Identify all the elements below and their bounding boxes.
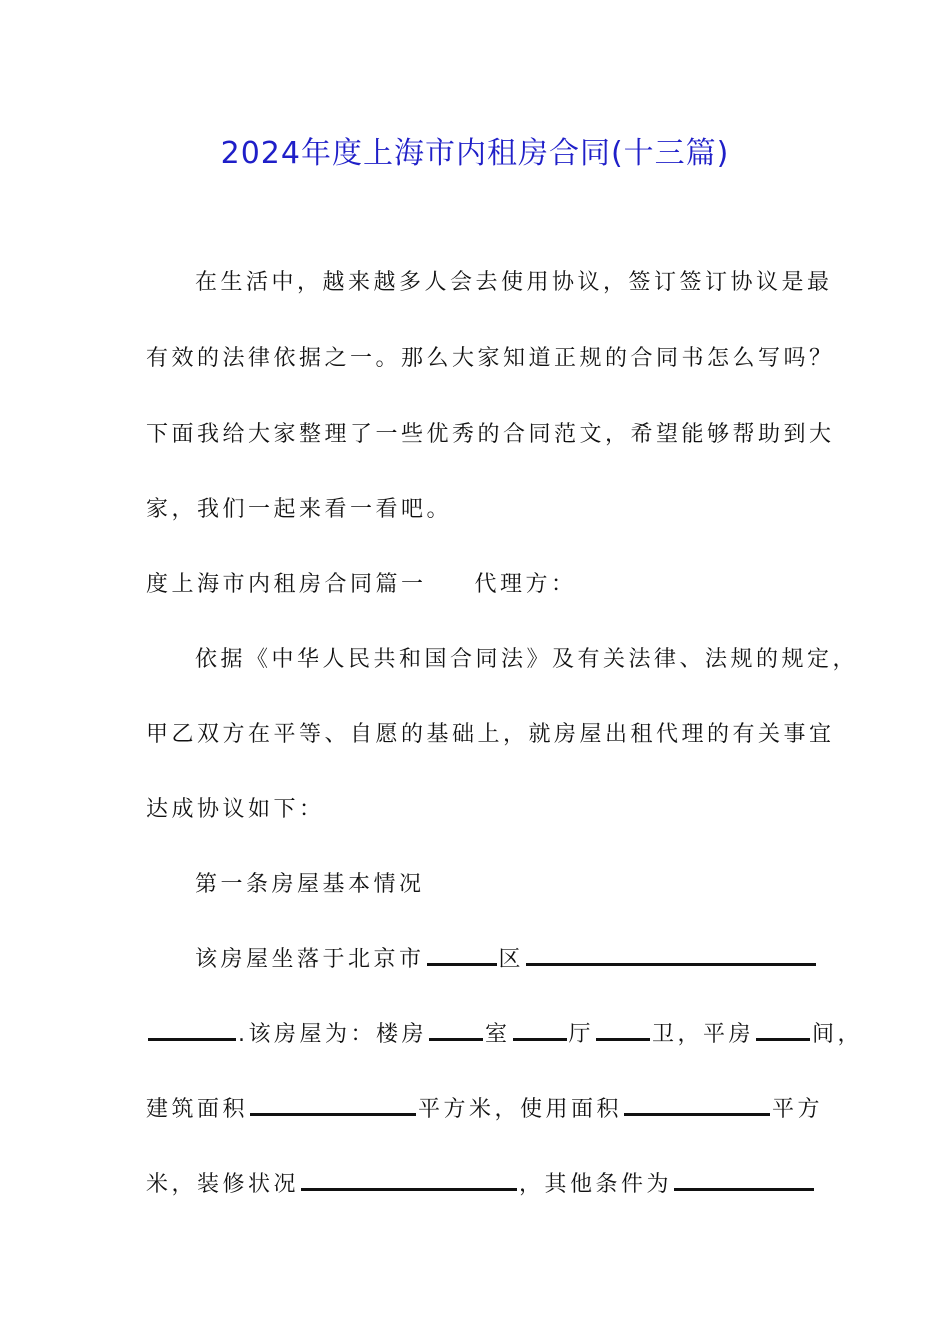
address-blank [526, 945, 816, 966]
article1-line-3 [146, 1095, 823, 1125]
location-label: 该房屋坐落于北京市 [195, 947, 425, 972]
other-label: ，其他条件为 [519, 1172, 673, 1197]
unit-label: 平方 [772, 1097, 824, 1122]
basis-line-1: 依据《中华人民共和国合同法》及有关法律、法规的规定， [195, 647, 859, 672]
address-blank-cont [148, 1020, 236, 1041]
bath-label: 卫，平房 [652, 1022, 755, 1047]
other-conditions-blank [674, 1170, 814, 1191]
baths-blank [596, 1020, 650, 1041]
decoration-blank [301, 1170, 517, 1191]
section-heading-line [146, 570, 577, 600]
article1-heading: 第一条房屋基本情况 [195, 872, 425, 897]
district-label: 区 [498, 947, 525, 972]
article1-line-2 [146, 1020, 863, 1050]
floor-area-blank [250, 1095, 416, 1116]
agent-label: 代理方： [474, 572, 577, 597]
basis-line-3: 达成协议如下： [146, 797, 325, 822]
decoration-label: 米，装修状况 [146, 1172, 300, 1197]
basis-line-2: 甲乙双方在平等、自愿的基础上，就房屋出租代理的有关事宜 [146, 722, 835, 747]
usable-area-label: 平方米，使用面积 [418, 1097, 623, 1122]
district-blank [427, 945, 497, 966]
bungalow-rooms-blank [756, 1020, 810, 1041]
bungalow-label: 间， [812, 1022, 864, 1047]
room-label: 室 [485, 1022, 511, 1047]
floor-area-label: 建筑面积 [146, 1097, 249, 1122]
intro-line-1: 在生活中，越来越多人会去使用协议，签订签订协议是最 [195, 270, 833, 295]
intro-line-3: 下面我给大家整理了一些优秀的合同范文，希望能够帮助到大 [146, 422, 835, 447]
hall-label: 厅 [568, 1022, 595, 1047]
building-label: .该房屋为：楼房 [238, 1022, 427, 1047]
rooms-blank [429, 1020, 483, 1041]
article1-line-4 [146, 1170, 816, 1200]
document-title: 2024年度上海市内租房合同(十三篇) [220, 136, 730, 171]
usable-area-blank [624, 1095, 770, 1116]
intro-line-2: 有效的法律依据之一。那么大家知道正规的合同书怎么写吗？ [146, 346, 835, 371]
article1-line-1 [195, 945, 818, 975]
section-heading: 度上海市内租房合同篇一 [146, 572, 427, 597]
intro-line-4: 家，我们一起来看一看吧。 [146, 497, 453, 522]
halls-blank [513, 1020, 567, 1041]
